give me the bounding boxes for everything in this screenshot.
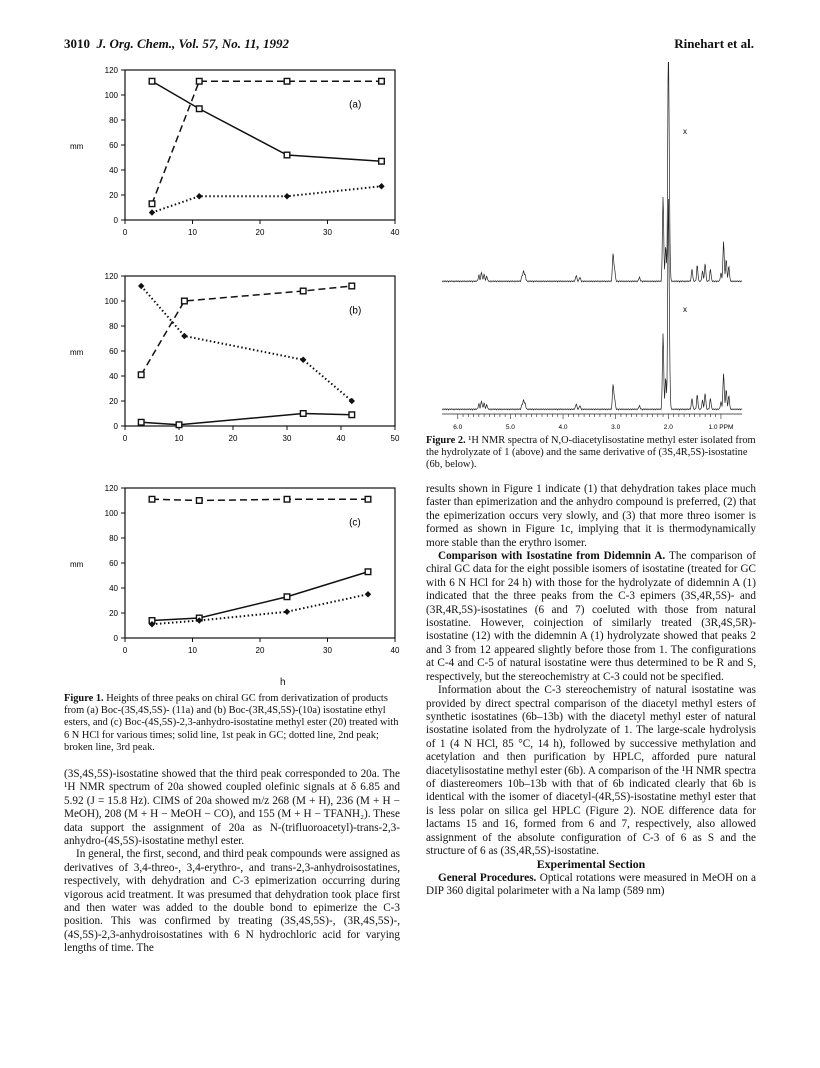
data-point-diamond: [181, 333, 187, 339]
series-line-dashed: [152, 499, 368, 500]
data-point-square: [149, 78, 155, 84]
page-header: [64, 36, 754, 56]
x-tick-label: 20: [228, 434, 238, 443]
y-tick-label: 80: [109, 534, 118, 543]
ppm-label: 1.0 PPM: [708, 424, 734, 431]
data-point-square: [182, 298, 188, 304]
y-tick-label: 100: [104, 297, 118, 306]
data-point-diamond: [365, 591, 371, 597]
x-tick-label: 0: [122, 228, 128, 237]
figure1-panel-a: [60, 62, 410, 242]
journal-citation: [64, 36, 289, 52]
data-point-diamond: [149, 209, 155, 215]
plot-frame: [125, 276, 395, 426]
plot-frame: [125, 70, 395, 220]
y-tick-label: 40: [109, 372, 118, 381]
y-tick-label: 80: [109, 322, 118, 331]
data-point-square: [349, 412, 355, 418]
figure1-panel-c: [60, 480, 410, 660]
figure1-caption-label: Figure 1.: [64, 693, 104, 704]
y-axis-label: mm: [70, 560, 84, 569]
data-point-diamond: [378, 183, 384, 189]
data-point-square: [284, 152, 290, 158]
x-tick-label: 0: [122, 434, 128, 443]
y-tick-label: 0: [113, 634, 118, 643]
series-line-solid: [152, 572, 368, 621]
data-point-diamond: [284, 193, 290, 199]
data-point-square: [149, 496, 155, 502]
data-point-square: [349, 283, 355, 289]
data-point-square: [284, 496, 290, 502]
y-tick-label: 100: [104, 509, 118, 518]
panel-label: (b): [349, 305, 362, 317]
figure2-caption-text: ¹H NMR spectra of N,O-diacetylisostatine methyl ester isolated from the hydrolyzate of 1 (above) and the same derivative of (3S,4R,5S)-isostatine (6b, below).: [426, 435, 756, 471]
y-tick-label: 20: [109, 609, 118, 618]
ppm-label: 2.0: [663, 424, 673, 431]
left-paragraph-1: (3S,4S,5S)-isostatine showed that the third peak corresponded to 20a. The ¹H NMR spectrum of 20a showed coupled olefinic signals at δ 6.85 and 5.92 (J = 15.8 Hz). CIMS of 20a showed m/z 268 (M + H), 236 (M + H − MeOH), 208 (M + H − MeOH − CO), and 155 (M + H − TFANH₂). These data support the assignment of 20a as N-(trifluoroacetyl)-trans-2,3-anhydro-(4S,5S)-isostatine methyl ester.: [64, 768, 400, 848]
ppm-label: 3.0: [611, 424, 621, 431]
data-point-square: [300, 411, 306, 417]
y-tick-label: 100: [104, 91, 118, 100]
data-point-diamond: [196, 193, 202, 199]
figure1-caption: [64, 693, 400, 754]
data-point-square: [300, 288, 306, 294]
data-point-square: [138, 419, 144, 425]
data-point-square: [365, 569, 371, 575]
series-line-dashed: [141, 286, 352, 375]
general-procedures-heading: General Procedures.: [438, 871, 537, 884]
data-point-diamond: [349, 398, 355, 404]
data-point-square: [365, 496, 371, 502]
x-tick-label: 50: [390, 434, 400, 443]
series-line-solid: [152, 81, 382, 161]
data-point-square: [138, 372, 144, 378]
data-point-square: [379, 158, 385, 164]
x-tick-label: 10: [188, 646, 197, 655]
y-tick-label: 0: [113, 216, 118, 225]
ppm-label: 5.0: [505, 424, 515, 431]
data-point-square: [196, 106, 202, 112]
y-tick-label: 40: [109, 584, 118, 593]
left-paragraph-2: In general, the first, second, and third peak compounds were assigned as derivatives of 3,4-threo-, 3,4-erythro-, and trans-2,3-anhydroisostatines, respectively, with dehydration and C-3 epimerization occurring during vigorous acid treatment. It was presumed that dehydration took place first and then water was added to the double bond to epimerize the C-3 position. This was confirmed by treating (3S,4S,5S)-, (3R,4S,5S)-, (4S,5S)-2,3-anhydroisostatines with 6 N hydrochloric acid for varying lengths of time. The: [64, 848, 400, 955]
figure2-caption-label: Figure 2.: [426, 435, 466, 446]
ppm-label: 4.0: [558, 424, 568, 431]
data-point-square: [379, 78, 385, 84]
x-tick-label: 0: [122, 646, 128, 655]
y-tick-label: 60: [109, 347, 118, 356]
y-tick-label: 20: [109, 397, 118, 406]
ppm-label: 6.0: [453, 424, 463, 431]
x-tick-label: 30: [282, 434, 292, 443]
figure1-caption-text: Heights of three peaks on chiral GC from derivatization of products from (a) Boc-(3S,4S,5S)- (11a) and (b) Boc-(3R,4S,5S)-(10a) isostatine ethyl esters, and (c) Boc-(4S,5S)-2,3-anhydro-isostatine methyl ester (20) treated with 6 N HCl for various times; solid line, 1st peak in GC; dotted line, 2nd peak; broken line, 3rd peak.: [64, 693, 399, 753]
figure2-caption: [426, 435, 756, 472]
x-tick-label: 20: [255, 646, 265, 655]
data-point-square: [196, 498, 202, 504]
x-tick-label: 30: [323, 228, 332, 237]
x-tick-label: 40: [390, 228, 400, 237]
right-paragraph-1: results shown in Figure 1 indicate (1) that dehydration takes place much faster than epimerization and the anhydro compound is preferred, (2) that the epimerization occurs very slowly, and (3) that more threo isomer is formed as shown in Figure 1c, implying that it is thermodynamically more stable than the erythro isomer.: [426, 483, 756, 549]
data-point-square: [149, 201, 155, 207]
y-tick-label: 60: [109, 141, 118, 150]
data-point-diamond: [138, 283, 144, 289]
running-authors: Rinehart et al.: [674, 36, 754, 51]
peak-marker-upper: x: [683, 127, 688, 136]
y-tick-label: 0: [113, 422, 118, 431]
x-tick-label: 10: [174, 434, 184, 443]
y-tick-label: 20: [109, 191, 118, 200]
y-tick-label: 40: [109, 166, 118, 175]
data-point-square: [176, 422, 182, 428]
peak-marker-lower: x: [683, 305, 688, 314]
y-tick-label: 120: [104, 484, 118, 493]
figure1-panel-b: [60, 268, 410, 448]
figure2-nmr-spectra: [430, 62, 760, 434]
series-line-dotted: [141, 286, 352, 401]
data-point-diamond: [284, 609, 290, 615]
section-heading-didemnin: Comparison with Isostatine from Didemnin A.: [438, 550, 666, 563]
figure1-xlabel: h: [280, 677, 286, 688]
x-tick-label: 40: [336, 434, 346, 443]
x-tick-label: 10: [188, 228, 197, 237]
left-column-text: [64, 768, 400, 956]
data-point-square: [284, 78, 290, 84]
series-line-dashed: [152, 81, 382, 204]
x-tick-label: 30: [323, 646, 332, 655]
panel-label: (a): [349, 99, 362, 111]
data-point-square: [196, 78, 202, 84]
right-paragraph-4: Optical rotations were measured in MeOH on a DIP 360 digital polarimeter with a Na lamp (589 nm): [426, 871, 757, 898]
right-paragraph-3: Information about the C-3 stereochemistry of natural isostatine was provided by direct spectral comparison of the diacetyl methyl esters of synthetic isostatines (6b–13b) with the diacetyl methyl ester of natural isostatine isolated from the hydrolyzate of 1. The large-scale hydrolysis of 1 (4 N HCl, 85 °C, 14 h), followed by successive methylation and acetylation and then purification by HPLC, afforded pure natural diacetylisostatine methyl ester (6b). A comparison of the ¹H NMR spectra of diastereomers 10b–13b with that of 6b indicated clearly that 6b is identical with the isomer of diacetyl-(4R,5S)-isostatine methyl ester that is less polar on silica gel HPLC (Figure 2). NOE difference data for lactams 15 and 16, formed from 6 and 7, respectively, also allowed assignment of the absolute configuration of C-3 of 6 as S and the structure of 6 as (3S,4R,5S)-isostatine.: [426, 684, 756, 857]
series-line-dotted: [152, 186, 382, 212]
panel-label: (c): [349, 517, 361, 529]
right-column-text: [426, 483, 756, 899]
y-axis-label: mm: [70, 142, 84, 151]
plot-frame: [125, 488, 395, 638]
y-tick-label: 120: [104, 66, 118, 75]
spectrum-upper: [442, 62, 742, 282]
spectrum-lower: [442, 199, 742, 410]
x-tick-label: 40: [390, 646, 400, 655]
y-tick-label: 60: [109, 559, 118, 568]
journal-name: J. Org. Chem., Vol. 57, No. 11, 1992: [96, 36, 289, 51]
data-point-square: [284, 594, 290, 600]
series-line-dotted: [152, 594, 368, 624]
y-tick-label: 80: [109, 116, 118, 125]
y-axis-label: mm: [70, 348, 84, 357]
x-tick-label: 20: [255, 228, 265, 237]
experimental-section-title: Experimental Section: [536, 857, 646, 872]
series-line-solid: [141, 414, 352, 425]
right-paragraph-2: The comparison of chiral GC data for the eight possible isomers of isostatine (treated for GC with 6 N HCl for 24 h) with those for the hydrolyzate of didemnin A (1) indicated that the three peaks from the C-3 epimers (3S,4R,5S)- and (3R,4R,5S)-isostatines (6 and 7) coeluted with those from natural isostatine. However, coinjection of similarly treated (3R,4S,5R)-isostatine (12) with the didemnin A (1) hydrolyzate showed that peaks 2 and 3 from 12 appeared slightly before those from 1. The configurations at C-4 and C-5 of natural isostatine were thus determined to be R and S, respectively, but the stereochemistry at C-3 could not be specified.: [426, 550, 756, 683]
page-number: 3010: [64, 36, 90, 51]
y-tick-label: 120: [104, 272, 118, 281]
data-point-diamond: [300, 357, 306, 363]
